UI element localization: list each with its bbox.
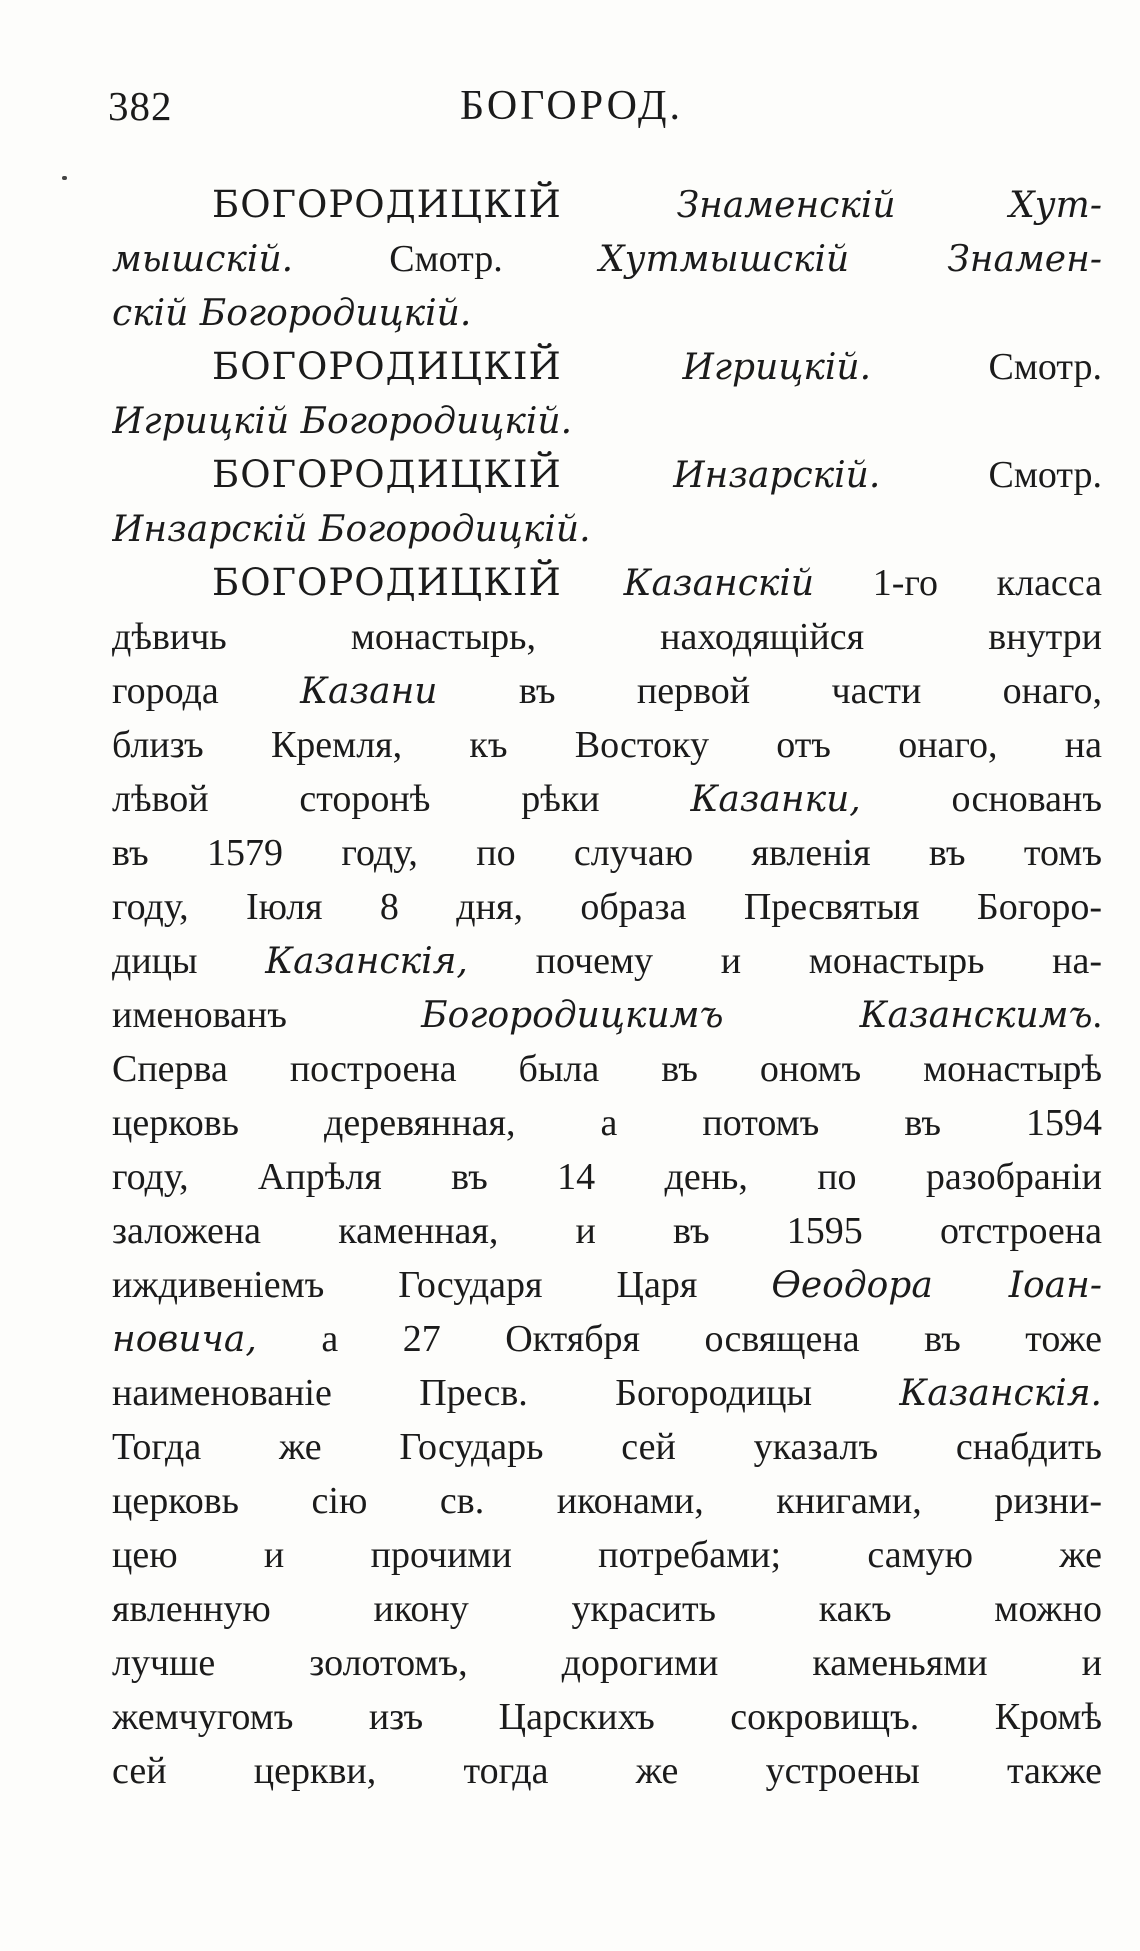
text-run: церковь сію св. иконами, книгами, ризни-	[112, 1480, 1102, 1522]
print-speck	[62, 176, 67, 180]
text-run: Смотр.	[871, 346, 1102, 388]
text-line	[112, 286, 1102, 340]
text-line	[112, 664, 1102, 718]
text-run: близъ Кремля, къ Востоку отъ онаго, на	[112, 724, 1102, 766]
text-line	[112, 826, 1102, 880]
entry-headword: БОГОРОДИЦКІЙ	[212, 183, 677, 226]
italic-phrase: Казанскій	[623, 563, 815, 604]
entry-headword: БОГОРОДИЦКІЙ	[212, 345, 683, 388]
text-line	[112, 394, 1102, 448]
text-run: году, Іюля 8 дня, образа Пресвятыя Богоро-	[112, 886, 1102, 928]
text-line	[112, 988, 1102, 1042]
text-run: почему и монастырь на-	[467, 940, 1102, 982]
text-line	[112, 1582, 1102, 1636]
text-run: Смотр.	[293, 238, 599, 280]
page-number: 382	[108, 83, 173, 129]
italic-phrase: Игрицкій Богородицкій.	[112, 401, 573, 442]
text-run: жемчугомъ изъ Царскихъ сокровищъ. Кромѣ	[112, 1696, 1102, 1738]
text-line	[112, 1636, 1102, 1690]
text-line	[112, 448, 1102, 502]
text-line	[112, 556, 1102, 610]
italic-phrase: скій Богородицкій.	[112, 293, 472, 334]
text-run: Смотр.	[880, 454, 1102, 496]
text-line	[112, 1528, 1102, 1582]
text-run: иждивеніемъ Государя Царя	[112, 1264, 772, 1306]
text-line	[112, 772, 1102, 826]
text-line	[112, 610, 1102, 664]
text-run: въ 1579 году, по случаю явленія въ томъ	[112, 832, 1102, 874]
text-line	[112, 232, 1102, 286]
italic-phrase: Казани	[300, 671, 438, 712]
running-title: БОГОРОД.	[460, 83, 683, 129]
text-run: церковь деревянная, а потомъ въ 1594	[112, 1102, 1102, 1144]
text-run: явленную икону украсить какъ можно	[112, 1588, 1102, 1630]
italic-phrase: Хутмышскій Знамен-	[598, 239, 1102, 280]
italic-phrase: Инзарскій Богородицкій.	[112, 509, 591, 550]
text-line	[112, 1042, 1102, 1096]
italic-phrase: Казанки,	[690, 779, 861, 820]
text-run: сей церкви, тогда же устроены также	[112, 1750, 1102, 1792]
text-line	[112, 1096, 1102, 1150]
italic-phrase: Знаменскій Хут-	[676, 185, 1102, 226]
text-line	[112, 178, 1102, 232]
text-run: лучше золотомъ, дорогими каменьями и	[112, 1642, 1102, 1684]
running-head	[108, 82, 1058, 142]
italic-phrase: Өеодора Іоан-	[771, 1265, 1102, 1306]
text-line	[112, 934, 1102, 988]
page-text	[112, 178, 1102, 1798]
entry-headword: БОГОРОДИЦКІЙ	[212, 453, 674, 496]
text-run: дѣвичь монастырь, находящійся внутри	[112, 616, 1102, 658]
text-run: дицы	[112, 940, 266, 982]
italic-phrase: мышскій.	[112, 239, 294, 280]
text-line	[112, 718, 1102, 772]
text-run: именованъ	[112, 994, 422, 1036]
text-run: въ первой части онаго,	[437, 670, 1102, 712]
italic-phrase: Игрицкій.	[682, 347, 872, 388]
entry-headword: БОГОРОДИЦКІЙ	[212, 561, 624, 604]
italic-phrase: Казанскія.	[899, 1373, 1102, 1414]
italic-phrase: новича,	[112, 1319, 257, 1360]
text-line	[112, 1150, 1102, 1204]
text-run: Сперва построена была въ ономъ монастырѣ	[112, 1048, 1102, 1090]
text-run: цею и прочими потребами; самую же	[112, 1534, 1102, 1576]
text-run: а 27 Октября освящена въ тоже	[256, 1318, 1102, 1360]
text-line	[112, 1474, 1102, 1528]
text-line	[112, 340, 1102, 394]
text-run: .	[1092, 994, 1102, 1036]
text-line	[112, 880, 1102, 934]
text-line	[112, 1690, 1102, 1744]
text-line	[112, 1420, 1102, 1474]
italic-phrase: Инзарскій.	[673, 455, 881, 496]
text-run: Тогда же Государь сей указалъ снабдить	[112, 1426, 1102, 1468]
text-run: основанъ	[860, 778, 1102, 820]
text-run: году, Апрѣля въ 14 день, по разобраніи	[112, 1156, 1102, 1198]
text-run: наименованіе Пресв. Богородицы	[112, 1372, 900, 1414]
text-run: лѣвой сторонѣ рѣки	[112, 778, 691, 820]
italic-phrase: Богородицкимъ Казанскимъ	[421, 995, 1093, 1036]
italic-phrase: Казанскія,	[265, 941, 468, 982]
text-line	[112, 1258, 1102, 1312]
text-run: 1-го класса	[814, 562, 1102, 604]
text-line	[112, 1204, 1102, 1258]
text-run: заложена каменная, и въ 1595 отстроена	[112, 1210, 1102, 1252]
text-run: города	[112, 670, 301, 712]
text-line	[112, 1744, 1102, 1798]
text-line	[112, 502, 1102, 556]
text-line	[112, 1312, 1102, 1366]
text-line	[112, 1366, 1102, 1420]
